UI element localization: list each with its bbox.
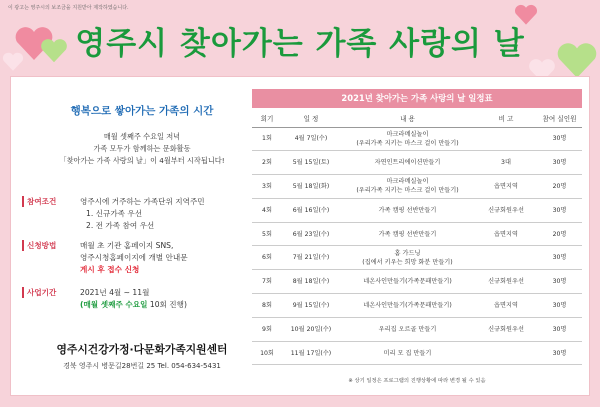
cell-note bbox=[475, 341, 537, 365]
table-row bbox=[252, 175, 582, 199]
cell-note: 신규회원우선 bbox=[475, 198, 537, 222]
cell-content: 마크라메실놀이 (우리가족 지키는 마스크 걸이 만들기) bbox=[340, 127, 475, 151]
table-row bbox=[252, 294, 582, 318]
cell-no: 8회 bbox=[252, 294, 282, 318]
target-line: 영주시에 거주하는 가족단위 지역주민 bbox=[80, 197, 205, 206]
column-header: 내 용 bbox=[340, 110, 475, 127]
cell-date: 9월 15일(수) bbox=[282, 294, 340, 318]
column-header: 참여 실인원 bbox=[537, 110, 582, 127]
cell-date: 4월 7일(수) bbox=[282, 127, 340, 151]
table-header-row bbox=[252, 110, 582, 127]
footnote: ※ 상기 일정은 프로그램의 진행상황에 따라 변경 될 수 있음 bbox=[348, 378, 486, 384]
cell-date: 8월 18일(수) bbox=[282, 270, 340, 294]
cell-note: 읍면지역 bbox=[475, 294, 537, 318]
cell-note: 읍면지역 bbox=[475, 175, 537, 199]
intro-text bbox=[22, 131, 262, 167]
schedule-table bbox=[252, 110, 582, 365]
cell-date: 5월 15일(토) bbox=[282, 151, 340, 175]
table-row bbox=[252, 246, 582, 270]
period-detail bbox=[80, 299, 270, 311]
cell-no: 3회 bbox=[252, 175, 282, 199]
column-header: 비 고 bbox=[475, 110, 537, 127]
info-period bbox=[22, 287, 262, 315]
cell-count: 30명 bbox=[537, 317, 582, 341]
cell-count: 20명 bbox=[537, 222, 582, 246]
info-apply bbox=[22, 240, 262, 280]
target-line: 2. 전 가족 참여 우선 bbox=[86, 221, 155, 230]
table-row bbox=[252, 127, 582, 151]
subtitle: 행복으로 쌓아가는 가족의 시간 bbox=[70, 105, 214, 117]
cell-note: 신규회원우선 bbox=[475, 270, 537, 294]
apply-line: 영주시청홈페이지에 개별 안내문 bbox=[80, 253, 188, 262]
period-text bbox=[80, 287, 270, 311]
table-row bbox=[252, 341, 582, 365]
cell-content: 미리 모 집 만들기 bbox=[340, 341, 475, 365]
cell-count: 30명 bbox=[537, 198, 582, 222]
cell-content: 마크라메실놀이 (우리가족 지키는 마스크 걸이 만들기) bbox=[340, 175, 475, 199]
cell-date: 6월 16일(수) bbox=[282, 198, 340, 222]
sponsor-note: 이 광고는 영주시의 보조금을 지원받아 제작하였습니다. bbox=[8, 5, 129, 11]
table-row bbox=[252, 151, 582, 175]
apply-text bbox=[80, 240, 270, 276]
cell-content: 가족 캠핑 선반만들기 bbox=[340, 198, 475, 222]
period-tail: 10회 진행) bbox=[147, 300, 187, 309]
info-target bbox=[22, 196, 262, 236]
main-title: 영주시 찾아가는 가족 사랑의 날 bbox=[75, 26, 525, 62]
apply-label: 신청방법 bbox=[22, 240, 56, 251]
table-title: 2021년 찾아가는 가족 사랑의 날 일정표 bbox=[252, 89, 582, 108]
intro-section bbox=[22, 98, 262, 167]
cell-content: 자연인트리에이션만들기 bbox=[340, 151, 475, 175]
cell-note: 신규회원우선 bbox=[475, 317, 537, 341]
period-label: 사업기간 bbox=[22, 287, 56, 298]
cell-note bbox=[475, 127, 537, 151]
apply-highlight: 게시 후 접수 신청 bbox=[80, 265, 140, 274]
intro-line: 「찾아가는 가족 사랑의 날」이 4월부터 시작됩니다! bbox=[59, 156, 225, 165]
period-line: 2021년 4월 ~ 11월 bbox=[80, 288, 150, 297]
center-address: 경북 영주시 병문길28번길 25 Tel. 054-634-5431 bbox=[63, 362, 221, 370]
cell-count: 30명 bbox=[537, 127, 582, 151]
cell-count: 30명 bbox=[537, 270, 582, 294]
cell-content: 홈 가드닝 (집에서 키우는 희망 화분 만들기) bbox=[340, 246, 475, 270]
cell-no: 5회 bbox=[252, 222, 282, 246]
cell-note: 3대 bbox=[475, 151, 537, 175]
cell-note bbox=[475, 246, 537, 270]
column-header: 일 정 bbox=[282, 110, 340, 127]
cell-content: 가족 캠핑 선반만들기 bbox=[340, 222, 475, 246]
table-row bbox=[252, 198, 582, 222]
cell-no: 10회 bbox=[252, 341, 282, 365]
target-line: 1. 신규가족 우선 bbox=[86, 209, 143, 218]
table-row bbox=[252, 222, 582, 246]
cell-count: 20명 bbox=[537, 175, 582, 199]
cell-no: 1회 bbox=[252, 127, 282, 151]
cell-no: 6회 bbox=[252, 246, 282, 270]
cell-count: 30명 bbox=[537, 246, 582, 270]
column-header: 회기 bbox=[252, 110, 282, 127]
table-row bbox=[252, 317, 582, 341]
apply-line: 매월 초 기관 홈페이지 SNS, bbox=[80, 241, 174, 250]
cell-date: 11월 17일(수) bbox=[282, 341, 340, 365]
cell-count: 30명 bbox=[537, 294, 582, 318]
cell-note: 읍면지역 bbox=[475, 222, 537, 246]
period-highlight: (매월 셋째주 수요일 bbox=[80, 300, 148, 309]
cell-content: 우리집 오르골 만들기 bbox=[340, 317, 475, 341]
table-row bbox=[252, 270, 582, 294]
cell-content: 네온사인만들기(가족문패만들기) bbox=[340, 270, 475, 294]
cell-no: 2회 bbox=[252, 151, 282, 175]
cell-no: 4회 bbox=[252, 198, 282, 222]
cell-date: 10월 20일(수) bbox=[282, 317, 340, 341]
cell-content: 네온사인만들기(가족문패만들기) bbox=[340, 294, 475, 318]
cell-count: 30명 bbox=[537, 341, 582, 365]
cell-no: 7회 bbox=[252, 270, 282, 294]
intro-line: 가족 모두가 함께하는 문화활동 bbox=[93, 144, 191, 153]
target-label: 참여조건 bbox=[22, 196, 56, 207]
intro-line: 매월 셋째주 수요일 저녁 bbox=[103, 132, 181, 141]
center-name: 영주시건강가정·다문화가족지원센터 bbox=[56, 343, 228, 356]
cell-count: 30명 bbox=[537, 151, 582, 175]
cell-date: 7월 21일(수) bbox=[282, 246, 340, 270]
cell-no: 9회 bbox=[252, 317, 282, 341]
cell-date: 6월 23일(수) bbox=[282, 222, 340, 246]
cell-date: 5월 18일(화) bbox=[282, 175, 340, 199]
target-text bbox=[80, 196, 270, 232]
